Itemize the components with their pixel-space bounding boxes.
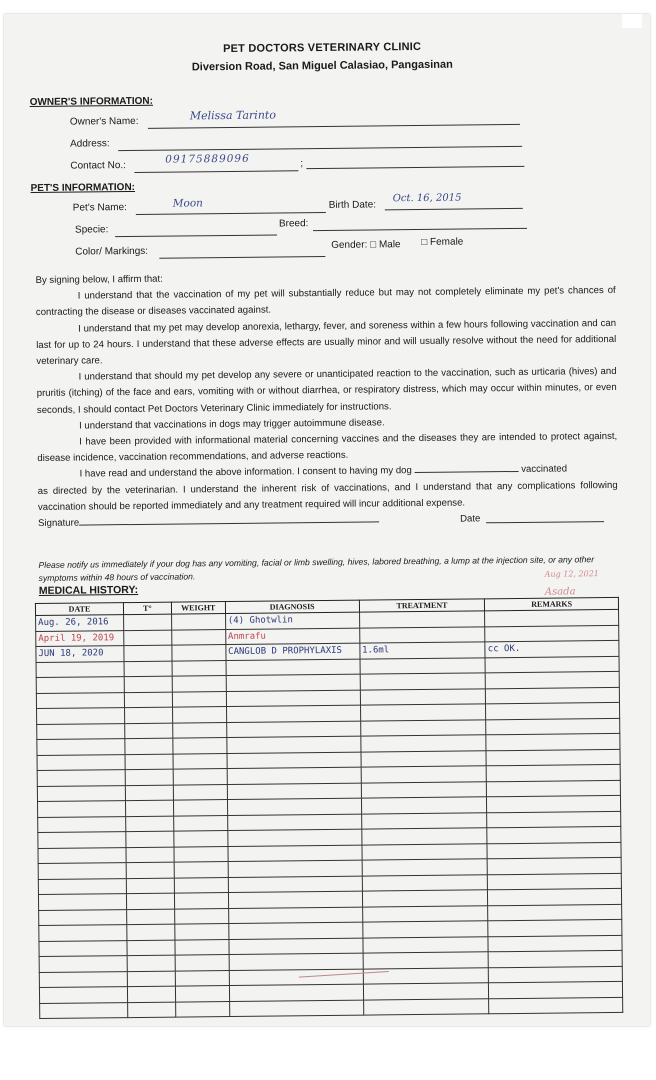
cell-weight[interactable] <box>174 862 228 878</box>
owner-name-field[interactable] <box>148 124 520 129</box>
col-date: DATE <box>35 603 123 616</box>
clinic-address: Diversion Road, San Miguel Calasiao, Pangasinan <box>191 58 453 74</box>
cell-diagnosis[interactable] <box>228 876 362 893</box>
cell-diagnosis[interactable] <box>229 953 363 970</box>
cell-remarks[interactable] <box>487 795 621 812</box>
cell-treatment[interactable] <box>363 936 489 953</box>
cell-date[interactable] <box>36 677 124 693</box>
cell-diagnosis[interactable] <box>227 798 361 815</box>
cell-diagnosis[interactable] <box>229 938 363 955</box>
cell-remarks[interactable] <box>485 609 619 626</box>
contact-field[interactable] <box>134 170 298 173</box>
cell-remarks[interactable] <box>485 625 619 642</box>
cell-temp[interactable] <box>127 909 175 925</box>
cell-date[interactable] <box>39 987 127 1003</box>
pet-name-label: Pet's Name: <box>72 202 127 214</box>
cell-date[interactable] <box>36 692 124 708</box>
signature-label: Signature <box>38 517 80 530</box>
cell-diagnosis[interactable] <box>227 736 361 753</box>
cell-remarks[interactable] <box>486 687 620 704</box>
cell-date[interactable]: Aug. 26, 2016 <box>36 615 124 631</box>
cell-temp[interactable] <box>124 661 172 677</box>
cell-weight[interactable] <box>172 660 226 676</box>
consent-text <box>35 267 618 532</box>
cell-weight[interactable] <box>172 691 226 707</box>
cell-diagnosis[interactable] <box>228 907 362 924</box>
cell-treatment[interactable] <box>362 905 488 922</box>
consent-p3: I understand that should my pet develop any severe or unanticipated reaction to the vaccination, such as urticaria (hives) and pruritis (itching) of the face and ears, vomiting with or without diarrhea, or respiratory distress, which may occur within minutes, or even seconds, I should contact Pet Doctors Veterinary Clinic immediately for instructions. <box>36 366 617 416</box>
cell-diagnosis[interactable] <box>226 705 360 722</box>
cell-temp[interactable] <box>124 645 172 661</box>
cell-temp[interactable] <box>127 924 175 940</box>
cell-remarks[interactable] <box>487 826 621 843</box>
cell-date[interactable] <box>39 925 127 941</box>
cell-diagnosis[interactable] <box>228 829 362 846</box>
cell-remarks[interactable] <box>488 919 622 936</box>
cell-date[interactable] <box>38 894 126 910</box>
margin-note-name: Asada <box>544 586 576 598</box>
consent-p1: I understand that the vaccination of my pet will substantially reduce but may not completely eliminate my pet's chances of contracting the disease or diseases vaccinated against. <box>35 285 616 319</box>
cell-weight[interactable] <box>171 614 225 630</box>
cell-remarks[interactable]: cc OK. <box>485 640 619 657</box>
cell-treatment[interactable] <box>362 843 488 860</box>
cell-date[interactable] <box>39 956 127 972</box>
contact-value: 09175889096 <box>165 152 250 166</box>
dog-name-blank[interactable] <box>414 462 518 473</box>
cell-weight[interactable] <box>174 846 228 862</box>
cell-weight[interactable] <box>175 986 229 1002</box>
cell-weight[interactable] <box>173 800 227 816</box>
cell-weight[interactable] <box>175 939 229 955</box>
clinic-name: PET DOCTORS VETERINARY CLINIC <box>223 40 422 56</box>
form-content <box>4 14 650 1026</box>
cell-diagnosis[interactable] <box>226 659 360 676</box>
cell-date[interactable] <box>38 832 126 848</box>
cell-date[interactable] <box>38 878 126 894</box>
cell-date[interactable] <box>40 1002 128 1018</box>
cell-treatment[interactable] <box>360 673 486 690</box>
gender-female-checkbox[interactable]: □ Female <box>421 236 464 248</box>
cell-diagnosis[interactable] <box>229 1000 363 1017</box>
birth-date-value: Oct. 16, 2015 <box>392 192 462 205</box>
cell-date[interactable] <box>36 661 124 677</box>
cell-temp[interactable] <box>124 614 172 630</box>
cell-diagnosis[interactable] <box>227 752 361 769</box>
cell-remarks[interactable] <box>488 935 622 952</box>
margin-note-date: Aug 12, 2021 <box>544 569 599 579</box>
date-label: Date <box>460 513 481 525</box>
col-weight: WEIGHT <box>171 602 225 615</box>
contact-separator: ; <box>300 158 304 170</box>
owner-name-label: Owner's Name: <box>69 115 139 128</box>
cell-diagnosis[interactable] <box>228 845 362 862</box>
pet-name-field[interactable] <box>136 212 326 215</box>
cell-treatment[interactable] <box>361 828 487 845</box>
birth-date-field[interactable] <box>385 208 523 210</box>
consent-p6-start: I have read and understand the above information. I consent to having my dog <box>79 465 412 480</box>
cell-date[interactable] <box>38 816 126 832</box>
cell-treatment[interactable]: 1.6ml <box>360 642 486 659</box>
cell-remarks[interactable] <box>489 966 623 983</box>
cell-diagnosis[interactable] <box>227 767 361 784</box>
color-markings-label: Color/ Markings: <box>75 245 149 258</box>
cell-diagnosis[interactable]: CANGLOB D PROPHYLAXIS <box>226 643 360 660</box>
cell-weight[interactable] <box>171 629 225 645</box>
cell-remarks[interactable] <box>486 671 620 688</box>
cell-date[interactable] <box>37 754 125 770</box>
cell-treatment[interactable] <box>361 812 487 829</box>
contact-label: Contact No.: <box>70 160 126 172</box>
cell-diagnosis[interactable]: (4) Ghotwlin <box>225 612 359 629</box>
cell-date[interactable] <box>38 863 126 879</box>
cell-treatment[interactable] <box>361 781 487 798</box>
table-body <box>36 609 623 1018</box>
cell-treatment[interactable] <box>362 921 488 938</box>
cell-weight[interactable] <box>174 893 228 909</box>
cell-remarks[interactable] <box>487 842 621 859</box>
cell-remarks[interactable] <box>487 780 621 797</box>
cell-temp[interactable] <box>125 738 173 754</box>
cell-treatment[interactable] <box>360 704 486 721</box>
cell-weight[interactable] <box>174 908 228 924</box>
breed-field[interactable] <box>313 228 527 231</box>
cell-date[interactable] <box>37 801 125 817</box>
cell-date[interactable] <box>39 971 127 987</box>
cell-diagnosis[interactable]: Anmrafu <box>225 628 359 645</box>
consent-p5: I have been provided with informational material concerning vaccines and the diseases they are intended to protect against, disease incidence, vaccination recommendations, and adverse reactions. <box>37 430 618 465</box>
cell-date[interactable] <box>39 909 127 925</box>
cell-diagnosis[interactable] <box>227 814 361 831</box>
cell-weight[interactable] <box>175 924 229 940</box>
cell-diagnosis[interactable] <box>228 891 362 908</box>
cell-diagnosis[interactable] <box>226 721 360 738</box>
cell-remarks[interactable] <box>485 656 619 673</box>
cell-treatment[interactable] <box>359 611 485 628</box>
date-field[interactable] <box>486 521 604 523</box>
cell-temp[interactable] <box>126 816 174 832</box>
cell-diagnosis[interactable] <box>227 783 361 800</box>
cell-weight[interactable] <box>173 738 227 754</box>
cell-date[interactable] <box>37 785 125 801</box>
contact-field-2[interactable] <box>306 166 524 169</box>
cell-treatment[interactable] <box>363 952 489 969</box>
cell-remarks[interactable] <box>489 997 623 1014</box>
cell-temp[interactable] <box>127 940 175 956</box>
pet-section-title: PET'S INFORMATION: <box>30 181 136 195</box>
cell-remarks[interactable] <box>486 718 620 735</box>
cell-temp[interactable] <box>126 831 174 847</box>
cell-temp[interactable] <box>128 1002 176 1018</box>
cell-remarks[interactable] <box>488 888 622 905</box>
cell-treatment[interactable] <box>361 766 487 783</box>
cell-date[interactable]: JUN 18, 2020 <box>36 646 124 662</box>
cell-temp[interactable] <box>126 862 174 878</box>
cell-remarks[interactable] <box>487 811 621 828</box>
owner-name-value: Melissa Tarinto <box>189 108 276 123</box>
cell-weight[interactable] <box>175 1001 229 1017</box>
torn-corner <box>622 14 642 28</box>
cell-temp[interactable] <box>124 676 172 692</box>
cell-remarks[interactable] <box>486 733 620 750</box>
cell-remarks[interactable] <box>487 857 621 874</box>
address-label: Address: <box>70 138 110 150</box>
cell-diagnosis[interactable] <box>229 969 363 986</box>
breed-label: Breed: <box>278 218 309 230</box>
cell-weight[interactable] <box>173 815 227 831</box>
notify-note: Please notify us immediately if your dog has any vomiting, facial or limb swelling, hives, labored breathing, a lump at the injection site, or any other symptoms within 48 hours of vaccination. <box>38 554 595 583</box>
cell-treatment[interactable] <box>361 750 487 767</box>
cell-weight[interactable] <box>175 955 229 971</box>
cell-weight[interactable] <box>173 753 227 769</box>
cell-diagnosis[interactable] <box>226 690 360 707</box>
cell-date[interactable] <box>39 940 127 956</box>
cell-temp[interactable] <box>127 971 175 987</box>
cell-temp[interactable] <box>124 692 172 708</box>
cell-date[interactable] <box>37 770 125 786</box>
cell-treatment[interactable] <box>363 983 489 1000</box>
medical-history-title: MEDICAL HISTORY: <box>38 583 139 597</box>
cell-treatment[interactable] <box>360 657 486 674</box>
consent-intro: By signing below, I affirm that: <box>35 273 163 287</box>
medical-history-table <box>35 597 623 1019</box>
pet-name-value: Moon <box>172 197 203 210</box>
owner-section-title: OWNER'S INFORMATION: <box>29 95 154 109</box>
cell-treatment[interactable] <box>363 998 489 1015</box>
cell-diagnosis[interactable] <box>229 922 363 939</box>
signature-field[interactable] <box>79 512 379 525</box>
cell-treatment[interactable] <box>360 688 486 705</box>
cell-remarks[interactable] <box>488 950 622 967</box>
cell-temp[interactable] <box>125 723 173 739</box>
gender-male-checkbox[interactable]: Gender: □ Male <box>331 239 401 251</box>
cell-weight[interactable] <box>172 722 226 738</box>
cell-weight[interactable] <box>172 676 226 692</box>
cell-diagnosis[interactable] <box>226 674 360 691</box>
cell-date[interactable] <box>37 739 125 755</box>
cell-temp[interactable] <box>127 955 175 971</box>
birth-date-label: Birth Date: <box>328 199 377 211</box>
cell-date[interactable]: April 19, 2019 <box>36 630 124 646</box>
col-temp: T° <box>123 602 171 615</box>
cell-temp[interactable] <box>126 893 174 909</box>
cell-diagnosis[interactable] <box>228 860 362 877</box>
cell-treatment[interactable] <box>360 719 486 736</box>
cell-remarks[interactable] <box>488 904 622 921</box>
cell-temp[interactable] <box>126 878 174 894</box>
cell-temp[interactable] <box>125 785 173 801</box>
cell-temp[interactable] <box>125 769 173 785</box>
cell-remarks[interactable] <box>489 981 623 998</box>
cell-treatment[interactable] <box>362 890 488 907</box>
cell-treatment[interactable] <box>362 859 488 876</box>
cell-treatment[interactable] <box>363 967 489 984</box>
cell-weight[interactable] <box>174 831 228 847</box>
cell-date[interactable] <box>37 708 125 724</box>
cell-weight[interactable] <box>175 970 229 986</box>
cell-weight[interactable] <box>172 645 226 661</box>
consent-p4: I understand that vaccinations in dogs may trigger autoimmune disease. <box>79 417 385 432</box>
cell-remarks[interactable] <box>486 702 620 719</box>
cell-temp[interactable] <box>124 707 172 723</box>
cell-weight[interactable] <box>172 707 226 723</box>
specie-label: Specie: <box>74 224 109 236</box>
col-remarks: REMARKS <box>485 597 619 610</box>
cell-treatment[interactable] <box>360 735 486 752</box>
cell-temp[interactable] <box>126 847 174 863</box>
specie-field[interactable] <box>115 234 277 237</box>
consent-p7: as directed by the veterinarian. I understand the inherent risk of vaccinations, and I understand that any complications following vaccination should be reported immediately and any treatment required will incur additional expense. <box>37 479 618 513</box>
consent-p6-end: vaccinated <box>521 463 568 476</box>
cell-date[interactable] <box>37 723 125 739</box>
col-treatment: TREATMENT <box>359 599 485 612</box>
cell-date[interactable] <box>38 847 126 863</box>
cell-remarks[interactable] <box>488 873 622 890</box>
col-diagnosis: DIAGNOSIS <box>225 600 359 613</box>
cell-weight[interactable] <box>173 784 227 800</box>
color-markings-field[interactable] <box>159 256 325 259</box>
cell-temp[interactable] <box>127 986 175 1002</box>
cell-weight[interactable] <box>174 877 228 893</box>
address-field[interactable] <box>118 146 522 151</box>
cell-treatment[interactable] <box>361 797 487 814</box>
cell-remarks[interactable] <box>486 764 620 781</box>
cell-diagnosis[interactable] <box>229 984 363 1001</box>
cell-temp[interactable] <box>124 630 172 646</box>
cell-weight[interactable] <box>173 769 227 785</box>
cell-treatment[interactable] <box>359 626 485 643</box>
cell-treatment[interactable] <box>362 874 488 891</box>
form-paper <box>4 14 650 1026</box>
consent-p2: I understand that my pet may develop anorexia, lethargy, fever, and soreness within a few hours following vaccination and can last for up to 24 hours. I understand that these adverse effects are usually minor and will usually resolve without the need for additional veterinary care. <box>36 317 617 368</box>
cell-temp[interactable] <box>125 800 173 816</box>
cell-remarks[interactable] <box>486 749 620 766</box>
cell-temp[interactable] <box>125 754 173 770</box>
